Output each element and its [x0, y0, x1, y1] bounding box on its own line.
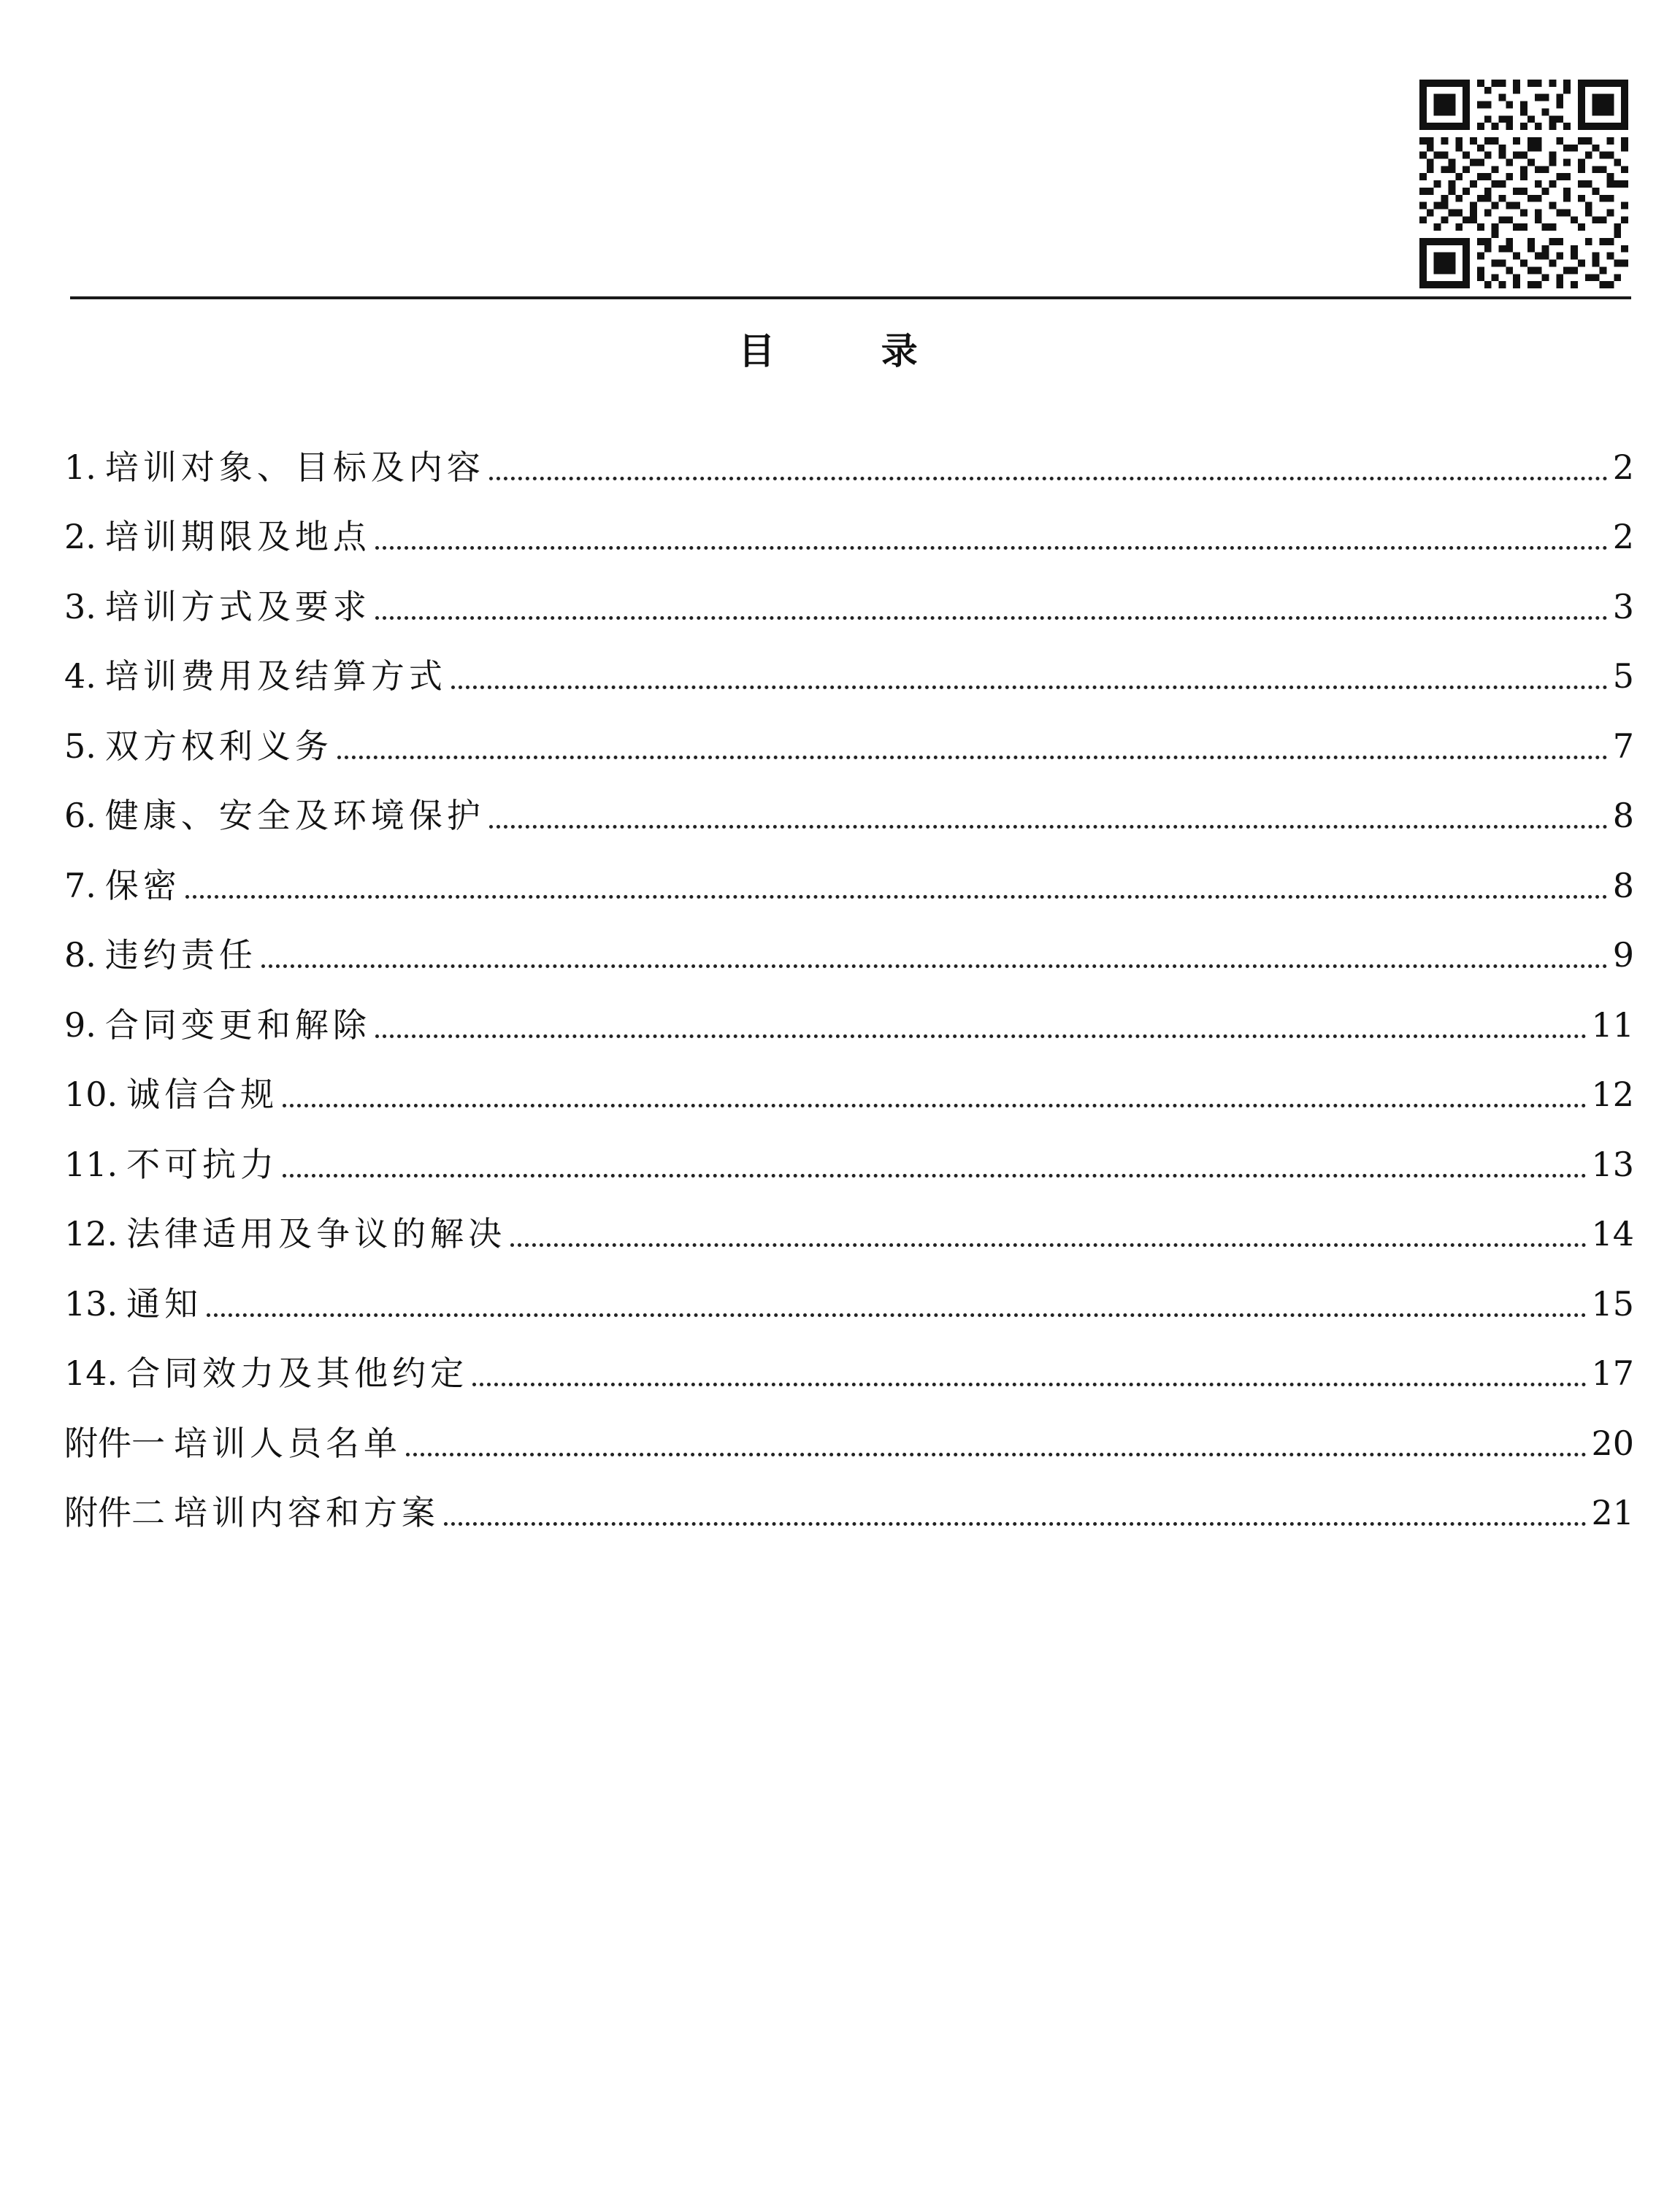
- toc-entry-number: 4.: [64, 656, 96, 696]
- toc-entry: [64, 489, 1634, 559]
- toc-dot-leader: [489, 825, 1608, 829]
- toc-entry-title: 培训人员名单: [174, 1423, 402, 1463]
- toc-entry-number: 6.: [64, 796, 96, 835]
- toc-entry-number: 3.: [64, 586, 96, 626]
- toc-entry-title: 合同变更和解除: [104, 1005, 371, 1045]
- toc-entry-page-number: 17: [1591, 1353, 1634, 1393]
- toc-entry-number: 附件一: [64, 1423, 165, 1463]
- toc-dot-leader: [337, 756, 1608, 759]
- toc-entry-number: 7.: [64, 865, 96, 905]
- toc-dot-leader: [185, 895, 1608, 899]
- toc-dot-leader: [406, 1453, 1587, 1456]
- toc-entry-title: 培训方式及要求: [104, 586, 371, 626]
- toc-dot-leader: [375, 616, 1608, 620]
- toc-dot-leader: [510, 1243, 1587, 1247]
- toc-entry-number: 5.: [64, 726, 96, 766]
- toc-dot-leader: [283, 1174, 1587, 1178]
- toc-entry: [64, 768, 1634, 838]
- toc-entry-page-number: 2: [1612, 447, 1634, 487]
- toc-entry-page-number: 5: [1612, 656, 1634, 696]
- toc-entry-number: 12.: [64, 1214, 118, 1253]
- toc-entry-title: 通知: [126, 1283, 203, 1324]
- toc-entry: [64, 558, 1634, 629]
- toc-entry-page-number: 7: [1612, 726, 1634, 766]
- toc-entry-number: 2.: [64, 517, 96, 556]
- toc-dot-leader: [375, 1034, 1587, 1038]
- toc-list: [64, 419, 1634, 1535]
- toc-entry-number: 13.: [64, 1283, 118, 1324]
- toc-entry: [64, 977, 1634, 1047]
- toc-entry-title: 双方权利义务: [104, 726, 333, 766]
- toc-entry-title: 培训期限及地点: [104, 517, 371, 556]
- toc-entry: [64, 1256, 1634, 1326]
- toc-entry-title: 培训费用及结算方式: [104, 656, 447, 696]
- toc-entry-page-number: 12: [1591, 1075, 1634, 1114]
- header-rule: [70, 296, 1631, 299]
- toc-entry: [64, 1326, 1634, 1396]
- toc-entry-page-number: 21: [1591, 1493, 1634, 1532]
- toc-entry: [64, 1116, 1634, 1186]
- toc-entry: [64, 1186, 1634, 1256]
- toc-entry-number: 1.: [64, 447, 96, 487]
- toc-entry-title: 合同效力及其他约定: [126, 1353, 469, 1393]
- qr-code-icon: [1419, 76, 1628, 292]
- toc-entry: [64, 698, 1634, 768]
- toc-dot-leader: [207, 1313, 1587, 1317]
- toc-dot-leader: [489, 477, 1608, 480]
- toc-entry: [64, 907, 1634, 978]
- toc-entry-page-number: 2: [1612, 517, 1634, 556]
- toc-entry: [64, 1395, 1634, 1465]
- toc-dot-leader: [375, 546, 1608, 550]
- toc-entry-page-number: 20: [1591, 1423, 1634, 1463]
- toc-entry-page-number: 14: [1591, 1214, 1634, 1253]
- toc-entry-page-number: 9: [1612, 935, 1634, 975]
- toc-title: 目 录: [738, 330, 965, 372]
- toc-entry-title: 培训对象、目标及内容: [104, 447, 485, 487]
- toc-entry-title: 违约责任: [104, 935, 257, 975]
- toc-dot-leader: [283, 1104, 1587, 1107]
- toc-dot-leader: [451, 686, 1608, 689]
- toc-entry: [64, 419, 1634, 489]
- toc-entry: [64, 1047, 1634, 1117]
- toc-entry: [64, 629, 1634, 699]
- toc-entry-title: 健康、安全及环境保护: [104, 796, 485, 835]
- toc-entry-page-number: 11: [1591, 1005, 1634, 1045]
- toc-entry-number: 9.: [64, 1005, 96, 1045]
- toc-entry: [64, 837, 1634, 907]
- toc-entry-number: 附件二: [64, 1493, 165, 1532]
- toc-entry-page-number: 15: [1591, 1283, 1634, 1324]
- toc-entry-title: 保密: [104, 865, 181, 905]
- toc-entry-page-number: 8: [1612, 865, 1634, 905]
- toc-dot-leader: [472, 1383, 1587, 1386]
- toc-entry-page-number: 3: [1612, 586, 1634, 626]
- toc-dot-leader: [261, 964, 1608, 968]
- toc-entry-title: 法律适用及争议的解决: [126, 1214, 507, 1253]
- toc-entry-page-number: 13: [1591, 1144, 1634, 1184]
- toc-dot-leader: [444, 1522, 1587, 1526]
- toc-entry-title: 不可抗力: [126, 1144, 279, 1184]
- toc-entry-number: 8.: [64, 935, 96, 975]
- toc-entry-number: 14.: [64, 1353, 118, 1393]
- toc-entry-page-number: 8: [1612, 796, 1634, 835]
- toc-entry-title: 诚信合规: [126, 1075, 279, 1114]
- toc-entry: [64, 1465, 1634, 1535]
- toc-entry-number: 10.: [64, 1075, 118, 1114]
- toc-entry-title: 培训内容和方案: [174, 1493, 440, 1532]
- toc-entry-number: 11.: [64, 1144, 118, 1184]
